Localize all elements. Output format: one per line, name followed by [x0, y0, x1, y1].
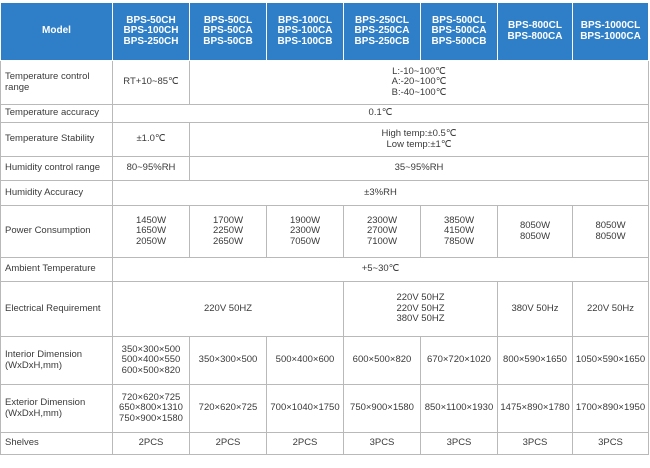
- electrical-middle: 220V 50HZ 220V 50HZ 380V 50HZ: [344, 282, 498, 337]
- interior-100: 500×400×600: [267, 337, 344, 385]
- exterior-800: 1475×890×1780: [498, 385, 573, 433]
- electrical-800: 380V 50Hz: [498, 282, 573, 337]
- header-row: [1, 3, 649, 61]
- interior-250: 600×500×820: [344, 337, 421, 385]
- exterior-500: 850×1100×1930: [421, 385, 498, 433]
- model-header: Model: [1, 3, 113, 61]
- model-header-1000: BPS-1000CL BPS-1000CA: [573, 3, 649, 61]
- exterior-250: 750×900×1580: [344, 385, 421, 433]
- label-temperature-range: Temperature control range: [1, 61, 113, 105]
- label-temperature-stability: Temperature Stability: [1, 123, 113, 157]
- shelves-250: 3PCS: [344, 433, 421, 455]
- row-electrical-requirement: [1, 282, 649, 337]
- power-100: 1900W 2300W 7050W: [267, 206, 344, 258]
- humidity-range-ch: 80~95%RH: [113, 157, 190, 181]
- shelves-ch: 2PCS: [113, 433, 190, 455]
- model-header-ch: BPS-50CH BPS-100CH BPS-250CH: [113, 3, 190, 61]
- model-header-250: BPS-250CL BPS-250CA BPS-250CB: [344, 3, 421, 61]
- label-ambient-temperature: Ambient Temperature: [1, 258, 113, 282]
- row-humidity-range: [1, 157, 649, 181]
- label-electrical-requirement: Electrical Requirement: [1, 282, 113, 337]
- shelves-100: 2PCS: [267, 433, 344, 455]
- exterior-100: 700×1040×1750: [267, 385, 344, 433]
- exterior-50: 720×620×725: [190, 385, 267, 433]
- model-header-500: BPS-500CL BPS-500CA BPS-500CB: [421, 3, 498, 61]
- power-1000: 8050W 8050W: [573, 206, 649, 258]
- label-humidity-range: Humidity control range: [1, 157, 113, 181]
- shelves-500: 3PCS: [421, 433, 498, 455]
- temp-accuracy-value: 0.1℃: [113, 105, 649, 123]
- model-header-800: BPS-800CL BPS-800CA: [498, 3, 573, 61]
- row-temperature-accuracy: [1, 105, 649, 123]
- interior-ch: 350×300×500 500×400×550 600×500×820: [113, 337, 190, 385]
- interior-800: 800×590×1650: [498, 337, 573, 385]
- label-shelves: Shelves: [1, 433, 113, 455]
- interior-500: 670×720×1020: [421, 337, 498, 385]
- row-temperature-range: [1, 61, 649, 105]
- shelves-800: 3PCS: [498, 433, 573, 455]
- power-50: 1700W 2250W 2650W: [190, 206, 267, 258]
- spec-table: [0, 2, 649, 455]
- shelves-50: 2PCS: [190, 433, 267, 455]
- ambient-value: +5~30℃: [113, 258, 649, 282]
- model-header-50: BPS-50CL BPS-50CA BPS-50CB: [190, 3, 267, 61]
- model-header-100: BPS-100CL BPS-100CA BPS-100CB: [267, 3, 344, 61]
- exterior-ch: 720×620×725 650×800×1310 750×900×1580: [113, 385, 190, 433]
- power-500: 3850W 4150W 7850W: [421, 206, 498, 258]
- electrical-1000: 220V 50Hz: [573, 282, 649, 337]
- temp-range-others: L:-10~100℃ A:-20~100℃ B:-40~100℃: [190, 61, 649, 105]
- row-exterior-dimension: [1, 385, 649, 433]
- label-interior-dimension: Interior Dimension (WxDxH,mm): [1, 337, 113, 385]
- label-power-consumption: Power Consumption: [1, 206, 113, 258]
- label-temperature-accuracy: Temperature accuracy: [1, 105, 113, 123]
- power-800: 8050W 8050W: [498, 206, 573, 258]
- row-interior-dimension: [1, 337, 649, 385]
- exterior-1000: 1700×890×1950: [573, 385, 649, 433]
- temp-range-ch: RT+10~85℃: [113, 61, 190, 105]
- temp-stability-others: High temp:±0.5℃ Low temp:±1℃: [190, 123, 649, 157]
- humidity-range-others: 35~95%RH: [190, 157, 649, 181]
- row-temperature-stability: [1, 123, 649, 157]
- row-humidity-accuracy: [1, 181, 649, 206]
- label-humidity-accuracy: Humidity Accuracy: [1, 181, 113, 206]
- label-exterior-dimension: Exterior Dimension (WxDxH,mm): [1, 385, 113, 433]
- shelves-1000: 3PCS: [573, 433, 649, 455]
- interior-50: 350×300×500: [190, 337, 267, 385]
- row-ambient-temperature: [1, 258, 649, 282]
- power-ch: 1450W 1650W 2050W: [113, 206, 190, 258]
- interior-1000: 1050×590×1650: [573, 337, 649, 385]
- humidity-accuracy-value: ±3%RH: [113, 181, 649, 206]
- electrical-first: 220V 50HZ: [113, 282, 344, 337]
- row-shelves: [1, 433, 649, 455]
- temp-stability-ch: ±1.0℃: [113, 123, 190, 157]
- row-power-consumption: [1, 206, 649, 258]
- power-250: 2300W 2700W 7100W: [344, 206, 421, 258]
